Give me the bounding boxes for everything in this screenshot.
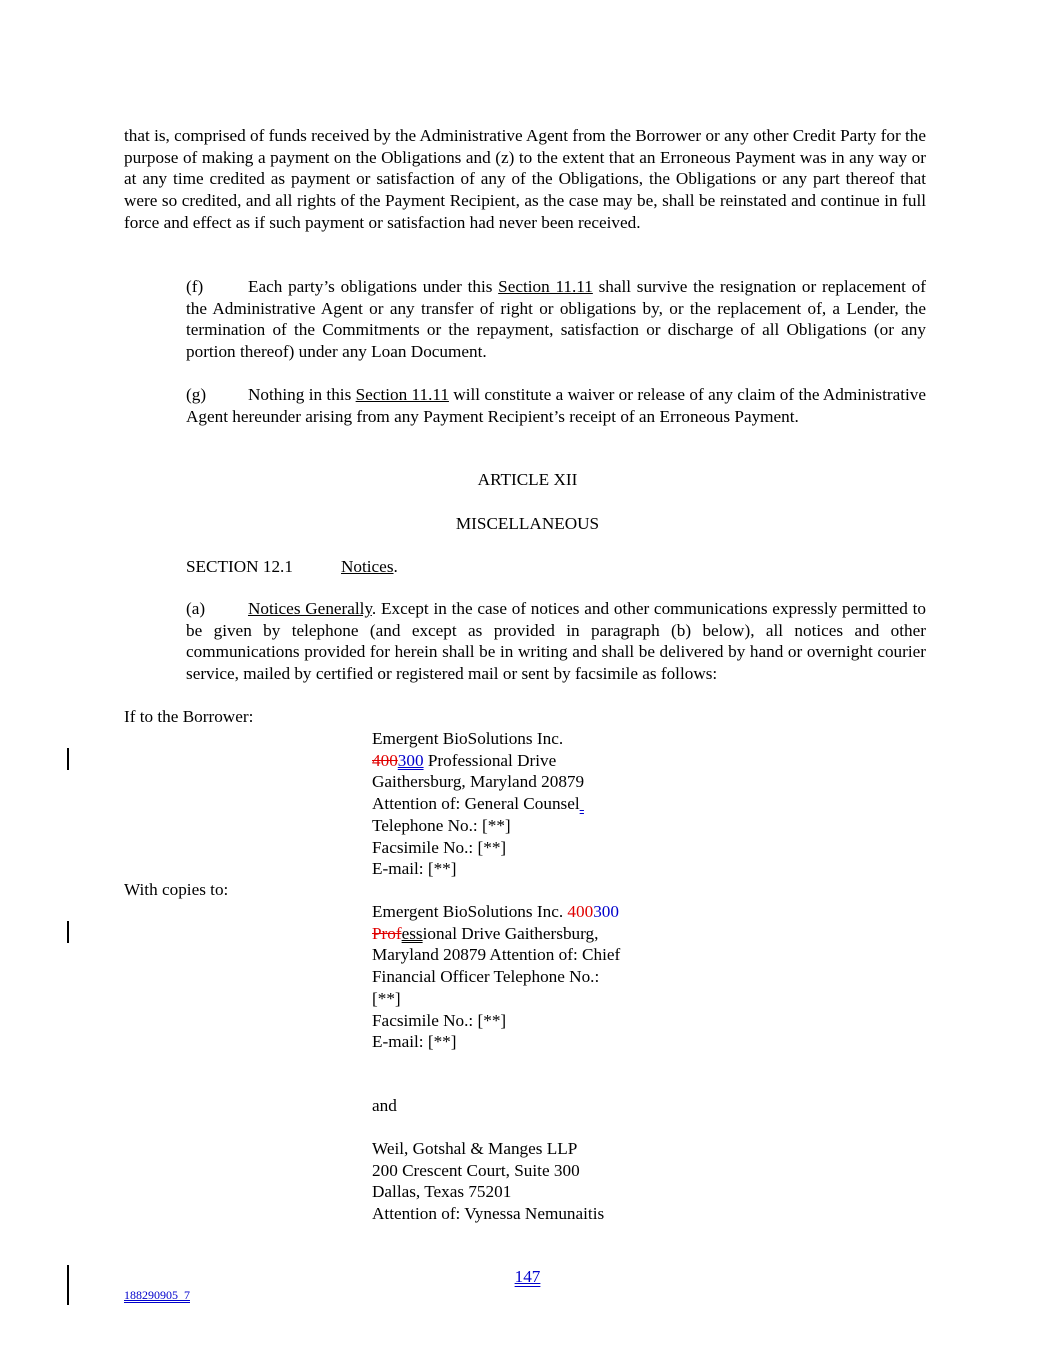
page-number: 147 xyxy=(514,1267,541,1286)
borrower-facsimile: Facsimile No.: [**] xyxy=(372,837,507,857)
borrower-attention xyxy=(372,793,584,815)
copies-line-1 xyxy=(372,901,620,923)
weil-attention: Attention of: Vynessa Nemunaitis xyxy=(372,1204,605,1224)
paragraph-a-label: (a) xyxy=(186,599,206,618)
weil-firm-name: Weil, Gotshal & Manges LLP xyxy=(372,1139,578,1158)
article-title: ARTICLE XII xyxy=(477,470,578,489)
change-bar xyxy=(67,748,69,770)
copies-address xyxy=(372,901,620,1053)
paragraph-g xyxy=(124,384,926,427)
copies-facsimile: Facsimile No.: [**] xyxy=(372,1010,507,1030)
borrower-city: Gaithersburg, Maryland 20879 xyxy=(372,772,585,792)
weil-street: 200 Crescent Court, Suite 300 xyxy=(372,1160,580,1180)
notices-generally-heading: Notices Generally xyxy=(248,599,372,618)
borrower-telephone: Telephone No.: [**] xyxy=(372,815,511,835)
inserted-text: 300 xyxy=(593,902,619,921)
weil-city: Dallas, Texas 75201 xyxy=(372,1182,512,1202)
continuation-paragraph xyxy=(124,125,926,234)
document-id: 188290905_7 xyxy=(124,1288,190,1302)
article-subtitle: MISCELLANEOUS xyxy=(455,514,600,533)
copies-label: With copies to: xyxy=(124,880,229,899)
paragraph-g-text-after: will constitute a waiver or release of any claim of the Administrative Agent hereunder arising from any Payment Recipient’s receipt of an Erroneous Payment. xyxy=(186,385,926,426)
attention-text: Attention of: General Counsel xyxy=(372,794,580,814)
section-11-11-reference: Section 11.11 xyxy=(355,385,449,404)
borrower-street xyxy=(372,750,584,772)
paragraph-a-text: . Except in the case of notices and other communications expressly permitted to be given by telephone (and except as provided in paragraph (b) below), all notices and other communications provided for herein shall be in writing and shall be delivered by hand or overnight courier service, mailed by certified or registered mail or sent by facsimile as follows: xyxy=(186,599,926,684)
paragraph-a xyxy=(124,598,926,685)
deleted-text: Prof xyxy=(372,923,402,943)
section-number: SECTION 12.1 xyxy=(186,557,293,576)
weil-address xyxy=(372,1138,604,1225)
copies-line-3: Maryland 20879 Attention of: Chief xyxy=(372,945,621,965)
copies-line-4: Financial Officer Telephone No.: xyxy=(372,967,600,987)
paragraph-f xyxy=(124,276,926,363)
page-footer xyxy=(0,1266,1055,1288)
borrower-name: Emergent BioSolutions Inc. xyxy=(372,729,564,748)
copies-line-2 xyxy=(372,923,620,945)
deleted-text: 400 xyxy=(372,750,398,770)
borrower-label: If to the Borrower: xyxy=(124,707,254,726)
continuation-text: that is, comprised of funds received by the Administrative Agent from the Borrower or any other Credit Party for the purpose of making a payment on the Obligations and (z) to the extent that an Erroneous Payment was in any way or at any time credited as payment or satisfaction of any of the Obligations, the Obligations or any part thereof that were so credited, and all rights of the Payment Recipient, as the case may be, shall be reinstated and continue in full force and effect as if such payment or satisfaction had never been received. xyxy=(124,126,926,232)
inserted-text: ess xyxy=(401,923,423,943)
copies-company: Emergent BioSolutions Inc. xyxy=(372,902,568,921)
change-bar xyxy=(67,1265,69,1305)
section-12-1-heading xyxy=(186,556,398,578)
borrower-email: E-mail: [**] xyxy=(372,859,457,879)
paragraph-g-text-before: Nothing in this xyxy=(248,385,356,404)
paragraph-f-text-after: shall survive the resignation or replacement of the Administrative Agent or any transfer of right or obligations by, or the replacement of, a Lender, the termination of the Commitments or the repayment, satisfaction or discharge of all Obligations (or any portion thereof) under any Loan Document. xyxy=(186,277,927,362)
copies-street-rest: ional Drive Gaithersburg, xyxy=(422,923,599,943)
paragraph-f-label: (f) xyxy=(186,277,204,296)
section-title: Notices xyxy=(341,557,394,576)
borrower-address xyxy=(372,728,584,880)
paragraph-g-label: (g) xyxy=(186,385,207,404)
section-11-11-reference: Section 11.11 xyxy=(498,277,593,296)
street-name: Professional Drive xyxy=(423,750,557,770)
and-word: and xyxy=(372,1096,397,1115)
copies-email: E-mail: [**] xyxy=(372,1032,457,1052)
section-title-period: . xyxy=(393,557,398,576)
change-bar xyxy=(67,921,69,943)
copies-line-5: [**] xyxy=(372,988,401,1008)
paragraph-f-text-before: Each party’s obligations under this xyxy=(248,277,499,296)
inserted-space xyxy=(580,794,584,813)
deleted-text: 400 xyxy=(567,902,594,921)
inserted-text: 300 xyxy=(397,750,424,770)
